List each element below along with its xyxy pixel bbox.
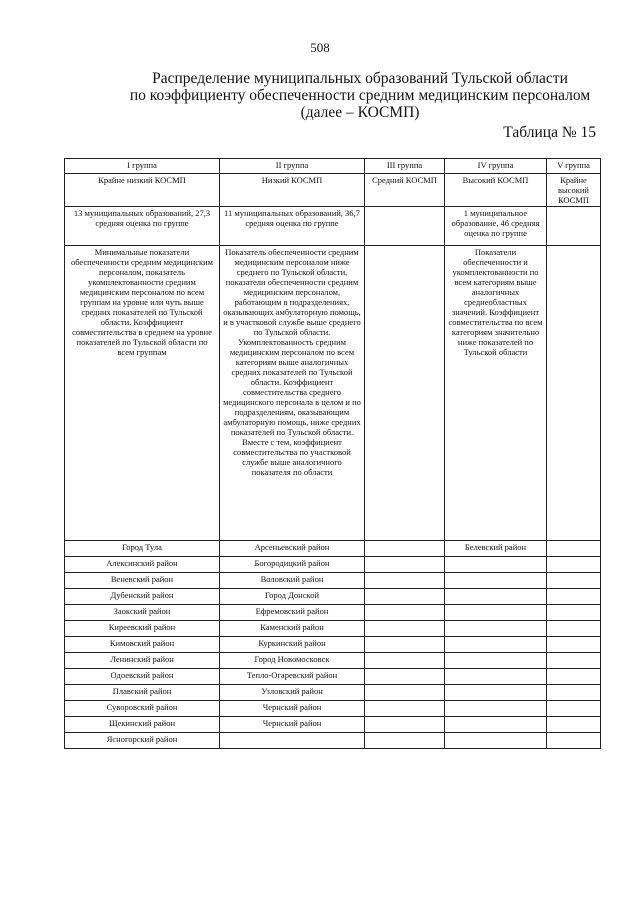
description-cell — [365, 246, 445, 541]
district-cell — [365, 541, 445, 557]
table-row — [65, 573, 601, 589]
district-cell — [547, 557, 601, 573]
district-cell — [365, 733, 445, 749]
district-cell — [547, 621, 601, 637]
district-cell — [445, 621, 547, 637]
table-row — [65, 701, 601, 717]
count-cell: 11 муниципальных образований, 36,7 средняя оценка по группе — [220, 207, 365, 246]
district-cell — [365, 653, 445, 669]
table-row — [65, 541, 601, 557]
district-cell — [445, 557, 547, 573]
district-cell: Богородицкий район — [220, 557, 365, 573]
district-cell — [547, 733, 601, 749]
distribution-table — [64, 158, 601, 749]
district-cell: Плавский район — [65, 685, 220, 701]
count-row — [65, 207, 601, 246]
table-row — [65, 669, 601, 685]
district-cell — [547, 653, 601, 669]
district-cell: Ленинский район — [65, 653, 220, 669]
title-line-1: Распределение муниципальных образований Тульской области — [152, 70, 568, 87]
district-cell: Суворовский район — [65, 701, 220, 717]
district-cell — [547, 605, 601, 621]
level-cell: Высокий КОСМП — [445, 174, 547, 207]
level-cell: Средний КОСМП — [365, 174, 445, 207]
district-cell — [365, 605, 445, 621]
district-cell — [547, 701, 601, 717]
group-header-row — [65, 159, 601, 174]
district-cell — [365, 573, 445, 589]
district-cell: Щекинский район — [65, 717, 220, 733]
district-cell: Веневский район — [65, 573, 220, 589]
table-row — [65, 621, 601, 637]
district-rows — [65, 541, 601, 749]
district-cell — [445, 605, 547, 621]
district-cell: Воловский район — [220, 573, 365, 589]
district-cell: Каменский район — [220, 621, 365, 637]
group-header-cell: V группа — [547, 159, 601, 174]
district-cell: Тепло-Огаревский район — [220, 669, 365, 685]
district-cell — [445, 573, 547, 589]
district-cell — [445, 637, 547, 653]
title-line-2: по коэффициенту обеспеченности средним медицинским персоналом — [129, 87, 591, 104]
district-cell — [365, 637, 445, 653]
table-row — [65, 637, 601, 653]
count-cell: 13 муниципальных образований, 27,3 средняя оценка по группе — [65, 207, 220, 246]
district-cell — [547, 589, 601, 605]
table-row — [65, 605, 601, 621]
district-cell: Куркинский район — [220, 637, 365, 653]
district-cell — [365, 557, 445, 573]
district-cell: Белевский район — [445, 541, 547, 557]
group-header-cell: II группа — [220, 159, 365, 174]
district-cell: Киреевский район — [65, 621, 220, 637]
table-label: Таблица № 15 — [503, 124, 596, 141]
district-cell: Чернский район — [220, 701, 365, 717]
district-cell — [547, 669, 601, 685]
table-row — [65, 557, 601, 573]
district-cell: Заокский район — [65, 605, 220, 621]
district-cell — [365, 621, 445, 637]
district-cell: Чернский район — [220, 717, 365, 733]
district-cell — [445, 653, 547, 669]
table-row — [65, 733, 601, 749]
district-cell — [547, 685, 601, 701]
district-cell: Ясногорский район — [65, 733, 220, 749]
description-cell: Показатели обеспеченности и укомплектованности по всем категориям выше аналогичных среднеобластных значений. Коэффициент совместительства по всем категориям значительно ниже показателей по Тульской области — [445, 246, 547, 541]
table-row — [65, 653, 601, 669]
level-cell: Низкий КОСМП — [220, 174, 365, 207]
document-title — [100, 70, 620, 121]
district-cell — [365, 701, 445, 717]
district-cell: Город Тула — [65, 541, 220, 557]
district-cell — [445, 701, 547, 717]
description-cell: Показатель обеспеченности средним медицинским персоналом ниже среднего по Тульской области, показатели обеспеченности средним медицинским персоналом, работающим в подразделениях, оказывающих амбулаторную помощь, и в участковой службе выше среднего по Тульской области. Укомплектованность средним медицинским персоналом по всем категориям выше аналогичных средних показателей по Тульской области. Коэффициент совместительства среднего медицинского персонала в целом и по подразделениям, оказывающим амбулаторную помощь, ниже средних показателей по Тульской области. Вместе с тем, коэффициент совместительства по участковой службе выше аналогичного показателя по области — [220, 246, 365, 541]
table-row — [65, 717, 601, 733]
district-cell: Город Новомосковск — [220, 653, 365, 669]
district-cell — [365, 589, 445, 605]
district-cell: Город Донской — [220, 589, 365, 605]
district-cell — [365, 717, 445, 733]
level-cell: Крайне низкий КОСМП — [65, 174, 220, 207]
description-cell — [547, 246, 601, 541]
district-cell — [365, 669, 445, 685]
district-cell: Кимовский район — [65, 637, 220, 653]
level-header-row — [65, 174, 601, 207]
level-cell: Крайне высокий КОСМП — [547, 174, 601, 207]
table-row — [65, 685, 601, 701]
district-cell: Ефремовский район — [220, 605, 365, 621]
group-header-cell: IV группа — [445, 159, 547, 174]
district-cell — [445, 685, 547, 701]
district-cell — [547, 717, 601, 733]
group-header-cell: I группа — [65, 159, 220, 174]
district-cell — [445, 669, 547, 685]
district-cell — [445, 589, 547, 605]
district-cell: Одоевский район — [65, 669, 220, 685]
count-cell — [365, 207, 445, 246]
group-header-cell: III группа — [365, 159, 445, 174]
district-cell — [547, 637, 601, 653]
district-cell: Дубенский район — [65, 589, 220, 605]
district-cell: Узловский район — [220, 685, 365, 701]
district-cell — [445, 717, 547, 733]
district-cell — [445, 733, 547, 749]
district-cell: Арсеньевский район — [220, 541, 365, 557]
district-cell — [547, 573, 601, 589]
count-cell: 1 муниципальное образование, 46 средняя оценка по группе — [445, 207, 547, 246]
title-line-3: (далее – КОСМП) — [300, 104, 420, 121]
description-cell: Минимальные показатели обеспеченности средним медицинским персоналом, показатель укомплектованности средним медицинским персоналом по всем группам на уровне или чуть выше средних показателей по Тульской области. Коэффициент совместительства в среднем на уровне показателей по Тульской области по всем группам — [65, 246, 220, 541]
district-cell — [365, 685, 445, 701]
description-row — [65, 246, 601, 541]
table-row — [65, 589, 601, 605]
district-cell — [547, 541, 601, 557]
count-cell — [547, 207, 601, 246]
page-number: 508 — [310, 40, 330, 55]
district-cell — [220, 733, 365, 749]
district-cell: Алексинский район — [65, 557, 220, 573]
